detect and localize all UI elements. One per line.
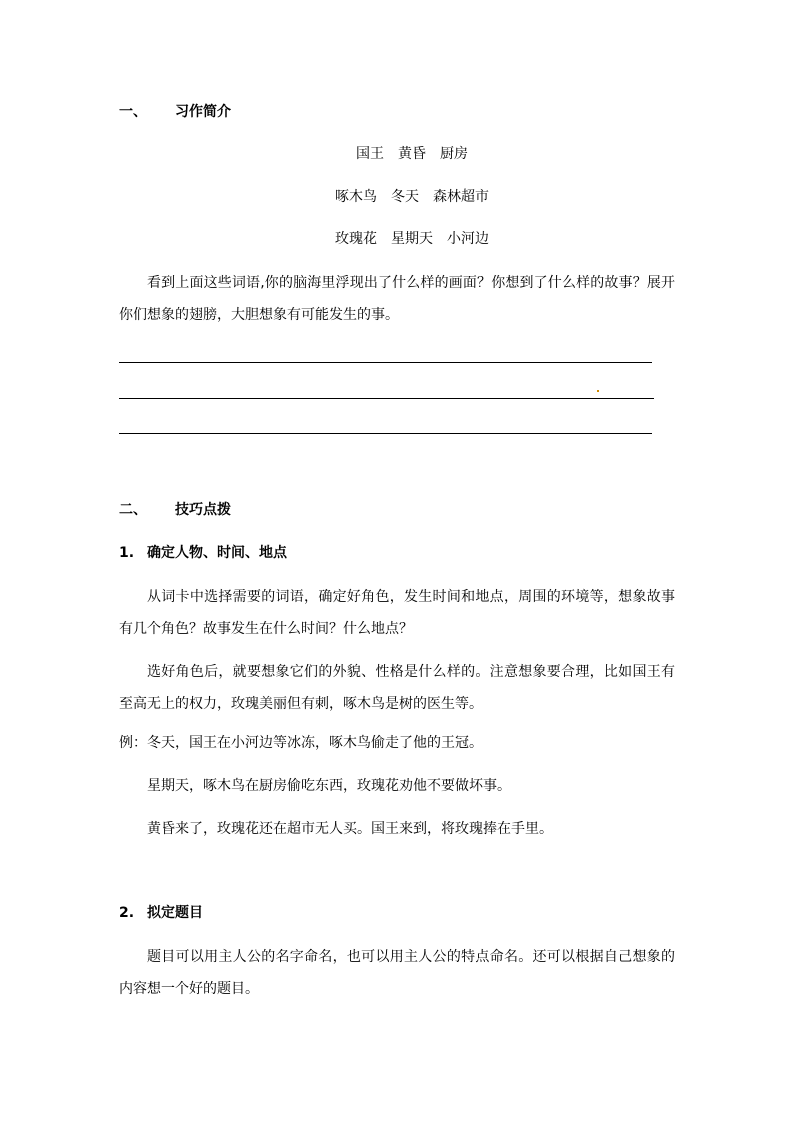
word: 森林超市 xyxy=(433,189,489,205)
point1-heading xyxy=(119,543,287,563)
section1-number: 一、 xyxy=(119,104,147,120)
example-line-1 xyxy=(119,733,483,753)
example-line-2: 星期天，啄木鸟在厨房偷吃东西，玫瑰花劝他不要做坏事。 xyxy=(147,778,511,794)
word: 国王 xyxy=(356,146,384,162)
point1-paragraph-2: 选好角色后，就要想象它们的外貌、性格是什么样的。注意想象要合理，比如国王有至高无上的权力，玫瑰美丽但有刺，啄木鸟是树的医生等。 xyxy=(119,664,675,712)
section2-number: 二、 xyxy=(119,502,147,518)
section2-heading xyxy=(119,500,231,520)
word: 黄昏 xyxy=(398,146,426,162)
section1-heading xyxy=(119,102,231,122)
point2-number: 2. xyxy=(119,905,135,921)
point1-paragraph-1: 从词卡中选择需要的词语，确定好角色，发生时间和地点，周围的环境等，想象故事有几个角色？故事发生在什么时间？什么地点？ xyxy=(119,589,675,637)
example-line-3: 黄昏来了，玫瑰花还在超市无人买。国王来到，将玫瑰捧在手里。 xyxy=(147,821,553,837)
point2-paragraph-1: 题目可以用主人公的名字命名，也可以用主人公的特点命名。还可以根据自己想象的内容想一个好的题目。 xyxy=(119,949,675,997)
word: 啄木鸟 xyxy=(335,189,377,205)
point2-title: 拟定题目 xyxy=(147,905,203,921)
word: 小河边 xyxy=(447,231,489,247)
point1-title: 确定人物、时间、地点 xyxy=(147,545,287,561)
section1-title: 习作简介 xyxy=(175,104,231,120)
section2-title: 技巧点拨 xyxy=(175,502,231,518)
section1-prompt: 看到上面这些词语,你的脑海里浮现出了什么样的画面？你想到了什么样的故事？展开你们想象的翅膀，大胆想象有可能发生的事。 xyxy=(119,275,675,323)
point2-heading xyxy=(119,903,203,923)
word-group-1 xyxy=(0,144,794,164)
word: 玫瑰花 xyxy=(335,231,377,247)
word: 星期天 xyxy=(391,231,433,247)
example-label: 例： xyxy=(119,735,147,751)
writing-line-3[interactable] xyxy=(119,433,652,434)
example-text-1: 冬天，国王在小河边等冰冻，啄木鸟偷走了他的王冠。 xyxy=(147,735,483,751)
word: 厨房 xyxy=(440,146,468,162)
word: 冬天 xyxy=(391,189,419,205)
writing-line-1[interactable] xyxy=(119,362,652,363)
word-group-3 xyxy=(0,229,794,249)
point1-number: 1. xyxy=(119,545,135,561)
writing-line-2[interactable] xyxy=(119,398,654,399)
stray-mark xyxy=(597,390,599,392)
word-group-2 xyxy=(0,187,794,207)
